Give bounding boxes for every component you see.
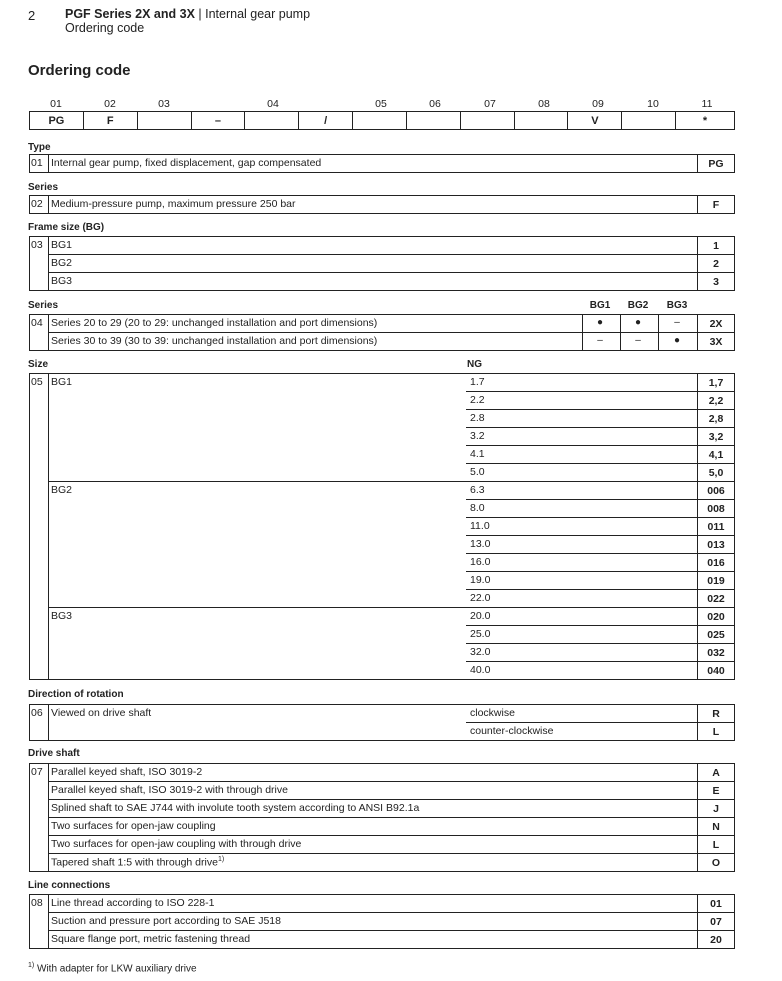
rule <box>48 704 49 741</box>
lines-section-title: Line connections <box>28 880 111 891</box>
size-ng-value: 3.2 <box>470 430 485 442</box>
rotation-text: Viewed on drive shaft <box>51 707 152 719</box>
type-code: PG <box>697 154 735 173</box>
rule <box>29 948 697 949</box>
code-cell-9 <box>461 112 515 129</box>
document-title-bold: PGF Series 2X and 3X <box>65 7 195 21</box>
frame-row-text: BG3 <box>51 275 73 287</box>
series-availability-mark: ● <box>634 317 642 328</box>
rule <box>29 871 697 872</box>
frame-row-code: 2 <box>697 254 735 273</box>
rotation-code: R <box>697 704 735 723</box>
size-ng-value: 13.0 <box>470 538 491 550</box>
document-title <box>65 7 310 21</box>
shaft-row-text: Parallel keyed shaft, ISO 3019-2 with through drive <box>51 784 288 796</box>
size-ng-value: 5.0 <box>470 466 485 478</box>
size-ng-value: 19.0 <box>470 574 491 586</box>
size-ng-value: 16.0 <box>470 556 491 568</box>
position-label-01: 01 <box>50 98 62 110</box>
type-text: Internal gear pump, fixed displacement, gap compensated <box>51 157 322 169</box>
size-code: 3,2 <box>697 427 735 446</box>
rule <box>466 625 697 626</box>
code-cell-13: * <box>702 114 708 127</box>
rule <box>29 213 697 214</box>
code-cell-5 <box>245 112 299 129</box>
size-code: 2,8 <box>697 409 735 428</box>
rule <box>48 607 697 608</box>
size-ng-value: 32.0 <box>470 646 491 658</box>
rule <box>466 445 697 446</box>
size-group-label: BG3 <box>51 610 73 622</box>
position-label-06: 06 <box>429 98 441 110</box>
rule <box>48 781 697 782</box>
rule <box>466 517 697 518</box>
shaft-row-code: A <box>697 763 735 782</box>
rule <box>29 704 697 705</box>
pressure-text: Medium-pressure pump, maximum pressure 250 bar <box>51 198 296 210</box>
ng-column-header: NG <box>467 359 482 370</box>
size-code: 040 <box>697 661 735 680</box>
type-number: 01 <box>31 157 43 169</box>
series-col-header-BG1: BG1 <box>589 300 611 311</box>
rule <box>48 195 49 214</box>
shaft-row-code: J <box>697 799 735 818</box>
rule <box>466 535 697 536</box>
rule <box>29 704 30 741</box>
size-code: 019 <box>697 571 735 590</box>
position-label-10: 10 <box>647 98 659 110</box>
series-row-code: 3X <box>697 332 735 351</box>
rule <box>29 314 30 351</box>
rule <box>48 930 697 931</box>
rule <box>29 195 697 196</box>
size-ng-value: 20.0 <box>470 610 491 622</box>
size-code: 006 <box>697 481 735 500</box>
code-cell-11: V <box>568 112 622 129</box>
size-ng-value: 6.3 <box>470 484 485 496</box>
lines-row-text: Square flange port, metric fastening thread <box>51 933 251 945</box>
size-ng-value: 8.0 <box>470 502 485 514</box>
page-title: Ordering code <box>28 62 131 79</box>
rule <box>48 154 49 173</box>
rule <box>48 332 697 333</box>
footnote-text: With adapter for LKW auxiliary drive <box>37 963 197 975</box>
rotation-option-text: clockwise <box>470 707 515 719</box>
rule <box>466 571 697 572</box>
size-code: 020 <box>697 607 735 626</box>
rule <box>29 894 30 949</box>
position-label-08: 08 <box>538 98 550 110</box>
size-section-title: Size <box>28 359 49 370</box>
rule <box>466 427 697 428</box>
size-ng-value: 1.7 <box>470 376 485 388</box>
pressure-code: F <box>697 195 735 214</box>
rule <box>48 817 697 818</box>
footnote <box>28 962 197 974</box>
rule <box>466 589 697 590</box>
size-ng-value: 25.0 <box>470 628 491 640</box>
rule <box>48 835 697 836</box>
lines-row-text: Suction and pressure port according to SAE J518 <box>51 915 281 927</box>
code-cell-2: F <box>84 112 138 129</box>
rule <box>48 481 697 482</box>
pressure-section-title: Series <box>28 182 59 193</box>
rule <box>29 350 697 351</box>
rule <box>466 643 697 644</box>
size-code: 011 <box>697 517 735 536</box>
size-code: 016 <box>697 553 735 572</box>
rule <box>48 912 697 913</box>
frame-row-text: BG1 <box>51 239 73 251</box>
size-code: 1,7 <box>697 373 735 392</box>
shaft-row-code: L <box>697 835 735 854</box>
rule <box>48 272 697 273</box>
rule <box>466 499 697 500</box>
size-code: 2,2 <box>697 391 735 410</box>
document-subtitle: Ordering code <box>65 21 145 35</box>
size-ng-value: 40.0 <box>470 664 491 676</box>
code-cell-8 <box>407 112 461 129</box>
lines-number: 08 <box>31 897 43 909</box>
size-ng-value: 4.1 <box>470 448 485 460</box>
rule <box>466 553 697 554</box>
position-label-02: 02 <box>104 98 116 110</box>
rule <box>466 409 697 410</box>
code-cell-4: – <box>192 112 246 129</box>
shaft-row-text: Tapered shaft 1:5 with through drive$^{1)}$ <box>51 856 225 869</box>
rule <box>466 722 697 723</box>
code-cell-10 <box>515 112 569 129</box>
code-cell-3 <box>138 112 192 129</box>
lines-row-code: 20 <box>697 930 735 949</box>
position-label-07: 07 <box>484 98 496 110</box>
size-code: 008 <box>697 499 735 518</box>
frame-row-code: 3 <box>697 272 735 291</box>
series-availability-mark: – <box>597 335 603 346</box>
document-title-rest: | Internal gear pump <box>194 7 311 21</box>
size-ng-value: 2.2 <box>470 394 485 406</box>
position-label-09: 09 <box>592 98 604 110</box>
type-section-title: Type <box>28 142 51 153</box>
shaft-row-text: Two surfaces for open-jaw coupling <box>51 820 216 832</box>
rule <box>466 463 697 464</box>
ordering-code-box <box>29 111 735 130</box>
position-label-03: 03 <box>158 98 170 110</box>
shaft-row-text: Two surfaces for open-jaw coupling with through drive <box>51 838 302 850</box>
rule <box>29 763 30 872</box>
shaft-row-text: Parallel keyed shaft, ISO 3019-2 <box>51 766 203 778</box>
series-row-text: Series 20 to 29 (20 to 29: unchanged installation and port dimensions) <box>51 317 378 329</box>
footnote-mark: 1) <box>28 962 35 969</box>
rule <box>29 195 30 214</box>
size-code: 4,1 <box>697 445 735 464</box>
rule <box>48 853 697 854</box>
series-col-header-BG2: BG2 <box>627 300 649 311</box>
lines-row-code: 07 <box>697 912 735 931</box>
frame-row-code: 1 <box>697 236 735 255</box>
size-ng-value: 2.8 <box>470 412 485 424</box>
page-number: 2 <box>28 8 36 23</box>
series-availability-mark: ● <box>673 335 681 346</box>
rule <box>29 763 697 764</box>
size-code: 032 <box>697 643 735 662</box>
code-cell-12 <box>622 112 676 129</box>
rule <box>29 679 697 680</box>
frame-number: 03 <box>31 239 43 251</box>
shaft-row-text: Splined shaft to SAE J744 with involute tooth system according to ANSI B92.1a <box>51 802 420 814</box>
series-section-title: Series <box>28 300 59 311</box>
lines-row-code: 01 <box>697 894 735 913</box>
series-availability-mark: – <box>674 317 680 328</box>
shaft-row-code: N <box>697 817 735 836</box>
rotation-section-title: Direction of rotation <box>28 689 124 700</box>
size-code: 5,0 <box>697 463 735 482</box>
shaft-row-code: O <box>697 853 735 872</box>
rule <box>466 661 697 662</box>
shaft-row-footnote-ref: 1) <box>217 856 225 863</box>
rotation-number: 06 <box>31 707 43 719</box>
position-label-04: 04 <box>267 98 279 110</box>
rule <box>29 154 697 155</box>
size-number: 05 <box>31 376 43 388</box>
size-code: 022 <box>697 589 735 608</box>
series-row-code: 2X <box>697 314 735 333</box>
size-group-label: BG1 <box>51 376 73 388</box>
rotation-option-text: counter-clockwise <box>470 725 554 737</box>
rule <box>466 391 697 392</box>
code-cell-6: / <box>299 112 353 129</box>
frame-section-title: Frame size (BG) <box>28 222 105 233</box>
rule <box>48 799 697 800</box>
rule <box>29 236 697 237</box>
size-code: 013 <box>697 535 735 554</box>
size-code: 025 <box>697 625 735 644</box>
series-col-header-BG3: BG3 <box>666 300 688 311</box>
size-ng-value: 11.0 <box>470 520 490 532</box>
lines-row-text: Line thread according to ISO 228-1 <box>51 897 215 909</box>
rule <box>29 373 697 374</box>
rule <box>29 894 697 895</box>
rule <box>29 154 30 173</box>
size-group-label: BG2 <box>51 484 73 496</box>
rule <box>29 236 30 291</box>
rule <box>29 290 697 291</box>
shaft-section-title: Drive shaft <box>28 748 80 759</box>
series-availability-mark: ● <box>596 317 604 328</box>
shaft-number: 07 <box>31 766 43 778</box>
rule <box>29 740 697 741</box>
rule <box>29 373 30 680</box>
size-ng-value: 22.0 <box>470 592 491 604</box>
position-label-05: 05 <box>375 98 387 110</box>
shaft-row-code: E <box>697 781 735 800</box>
rule <box>29 172 697 173</box>
rule <box>48 236 49 291</box>
rule <box>48 254 697 255</box>
rule <box>29 314 697 315</box>
rule <box>48 373 49 680</box>
pressure-number: 02 <box>31 198 43 210</box>
rotation-code: L <box>697 722 735 741</box>
series-number: 04 <box>31 317 43 329</box>
rule <box>48 894 49 949</box>
code-cell-7 <box>353 112 407 129</box>
position-label-11: 11 <box>701 98 713 110</box>
frame-row-text: BG2 <box>51 257 73 269</box>
code-cell-1: PG <box>30 112 84 129</box>
series-row-text: Series 30 to 39 (30 to 39: unchanged installation and port dimensions) <box>51 335 378 347</box>
series-availability-mark: – <box>635 335 641 346</box>
